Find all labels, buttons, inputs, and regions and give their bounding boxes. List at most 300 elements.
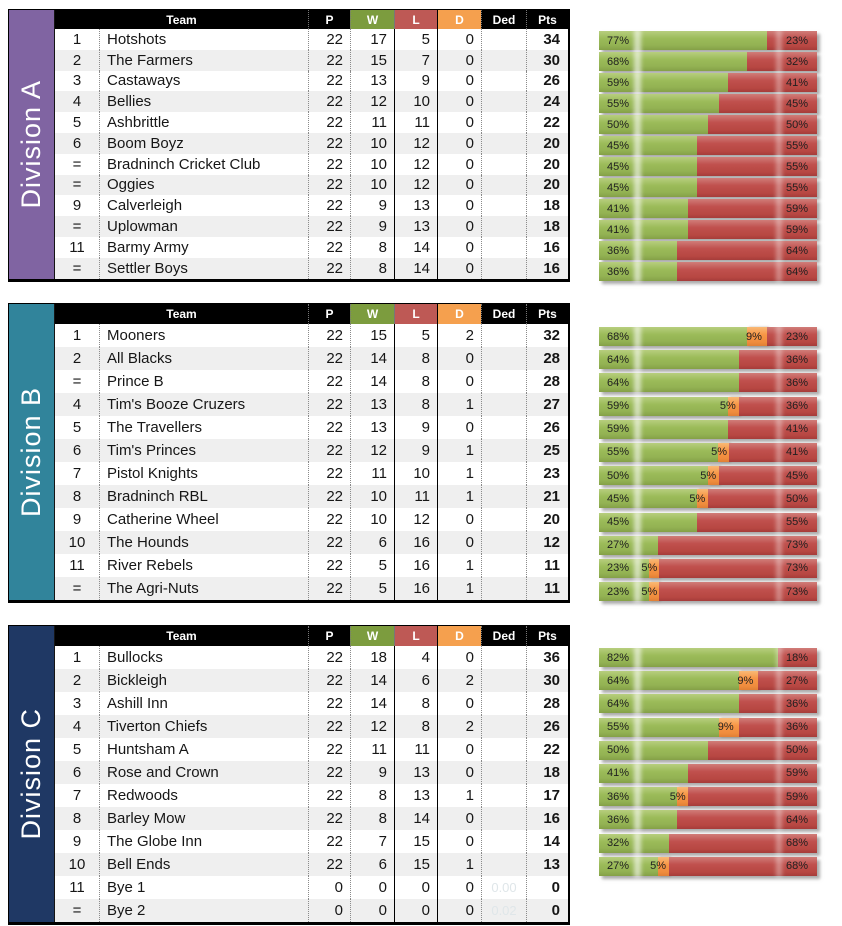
- cell-played: 22: [308, 154, 350, 175]
- cell-lost: 16: [394, 577, 438, 600]
- cell-won: 6: [350, 531, 394, 554]
- cell-position: 11: [69, 557, 85, 574]
- cell-won: 12: [350, 715, 394, 738]
- cell-points: 22: [526, 112, 568, 133]
- bar-label-loss: 45%: [786, 466, 808, 485]
- chart-bar: [599, 157, 817, 176]
- cell-position: 4: [72, 93, 82, 111]
- cell-deductions: [481, 577, 526, 600]
- bar-label-loss: 41%: [786, 443, 808, 462]
- table-row: [55, 50, 568, 71]
- bar-label-loss: 68%: [786, 834, 808, 853]
- cell-points: 16: [526, 258, 568, 279]
- cell-points: 18: [526, 216, 568, 237]
- bar-label-win: 64%: [607, 671, 629, 690]
- cell-deductions: [481, 485, 526, 508]
- bar-label-loss: 36%: [786, 350, 808, 369]
- bar-label-win: 45%: [607, 136, 629, 155]
- chart-bar: [599, 536, 817, 555]
- bar-label-draw: 5%: [669, 790, 686, 803]
- cell-deductions: [481, 738, 526, 761]
- bar-label-win: 50%: [607, 115, 629, 134]
- bar-label-win: 36%: [607, 810, 629, 829]
- chart-bar: [599, 373, 817, 392]
- cell-deductions: 0.00: [481, 876, 526, 899]
- bar-label-win: 50%: [607, 466, 629, 485]
- cell-played: 22: [308, 692, 350, 715]
- cell-drawn: 0: [465, 197, 474, 215]
- cell-played: 22: [308, 807, 350, 830]
- winloss-chart-b: [599, 327, 821, 605]
- cell-position: 1: [72, 30, 82, 48]
- cell-won: 11: [350, 462, 394, 485]
- bar-label-win: 55%: [607, 94, 629, 113]
- header-cell-l: L: [394, 10, 438, 29]
- chart-bar: [599, 764, 817, 783]
- table-row: [55, 462, 568, 485]
- chart-bar: [599, 648, 817, 667]
- cell-points: 24: [526, 91, 568, 112]
- chart-bar: [599, 327, 817, 346]
- bar-label-loss: 59%: [786, 787, 808, 806]
- cell-deductions: [481, 347, 526, 370]
- bar-label-win: 77%: [607, 31, 629, 50]
- cell-lost: 12: [394, 133, 438, 154]
- cell-team-name: Barley Mow: [99, 807, 308, 830]
- cell-played: 22: [308, 853, 350, 876]
- bar-label-win: 27%: [607, 536, 629, 555]
- cell-lost: 8: [394, 715, 438, 738]
- bar-label-win: 45%: [607, 513, 629, 532]
- cell-lost: 10: [394, 462, 438, 485]
- cell-position: 11: [69, 238, 85, 256]
- cell-drawn: 0: [465, 695, 474, 712]
- bar-label-draw: 9%: [746, 330, 762, 343]
- bar-label-loss: 36%: [786, 694, 808, 713]
- cell-position: 9: [72, 833, 82, 850]
- cell-lost: 8: [394, 692, 438, 715]
- cell-played: 0: [308, 899, 350, 922]
- cell-team-name: Bell Ends: [99, 853, 308, 876]
- table-row: [55, 416, 568, 439]
- division-c-table: [55, 626, 568, 922]
- cell-played: 22: [308, 830, 350, 853]
- cell-lost: 9: [394, 71, 438, 92]
- chart-bar: [599, 94, 817, 113]
- cell-position: 1: [72, 649, 82, 666]
- bar-label-loss: 27%: [786, 671, 808, 690]
- cell-deductions: [481, 175, 526, 196]
- bar-label-win: 55%: [607, 443, 629, 462]
- cell-played: 22: [308, 715, 350, 738]
- bar-label-draw: 5%: [711, 446, 728, 459]
- bar-label-win: 45%: [607, 489, 629, 508]
- cell-position: 6: [72, 134, 82, 152]
- cell-position: 7: [72, 787, 82, 804]
- cell-lost: 9: [394, 439, 438, 462]
- bar-label-win: 23%: [607, 559, 629, 578]
- cell-team-name: Prince B: [99, 370, 308, 393]
- cell-drawn: 0: [465, 810, 474, 827]
- cell-lost: 8: [394, 347, 438, 370]
- table-row: [55, 71, 568, 92]
- bar-label-loss: 64%: [786, 810, 808, 829]
- cell-won: 12: [350, 91, 394, 112]
- cell-position: 2: [72, 350, 82, 367]
- cell-won: 10: [350, 154, 394, 175]
- cell-played: 22: [308, 347, 350, 370]
- cell-lost: 11: [394, 112, 438, 133]
- chart-bar: [599, 350, 817, 369]
- cell-drawn: 0: [465, 741, 474, 758]
- table-row: [55, 258, 568, 279]
- bar-label-loss: 36%: [786, 718, 808, 737]
- cell-team-name: The Globe Inn: [99, 830, 308, 853]
- cell-played: 22: [308, 50, 350, 71]
- bar-label-loss: 73%: [786, 559, 808, 578]
- cell-won: 18: [350, 646, 394, 669]
- chart-bar: [599, 178, 817, 197]
- cell-deductions: [481, 216, 526, 237]
- cell-drawn: 0: [465, 134, 474, 152]
- cell-played: 22: [308, 29, 350, 50]
- chart-bar: [599, 115, 817, 134]
- table-row: [55, 646, 568, 669]
- bar-label-loss: 73%: [786, 582, 808, 601]
- header-cell-w: W: [350, 304, 394, 324]
- cell-position: 2: [72, 51, 82, 69]
- cell-drawn: 0: [465, 218, 474, 236]
- cell-won: 11: [350, 112, 394, 133]
- chart-bar: [599, 559, 817, 578]
- cell-won: 10: [350, 485, 394, 508]
- table-row: [55, 216, 568, 237]
- cell-position: =: [72, 176, 82, 194]
- bar-label-loss: 55%: [786, 178, 808, 197]
- chart-bar: [599, 466, 817, 485]
- cell-team-name: Castaways: [99, 71, 308, 92]
- bar-label-win: 68%: [607, 52, 629, 71]
- division-a-title: Division A: [16, 80, 46, 209]
- cell-played: 22: [308, 784, 350, 807]
- header-cell-w: W: [350, 626, 394, 646]
- chart-bar: [599, 220, 817, 239]
- cell-deductions: [481, 853, 526, 876]
- cell-points: 30: [526, 50, 568, 71]
- cell-team-name: Settler Boys: [99, 258, 308, 279]
- cell-position: 6: [72, 442, 82, 459]
- bar-label-loss: 50%: [786, 115, 808, 134]
- cell-won: 13: [350, 416, 394, 439]
- cell-points: 23: [526, 462, 568, 485]
- bar-label-loss: 59%: [786, 220, 808, 239]
- table-row: [55, 347, 568, 370]
- cell-position: 4: [72, 718, 82, 735]
- cell-position: 11: [69, 879, 85, 896]
- table-row: [55, 577, 568, 600]
- bar-label-draw: 5%: [719, 400, 736, 413]
- cell-drawn: 1: [465, 465, 474, 482]
- bar-label-loss: 55%: [786, 513, 808, 532]
- chart-bar: [599, 199, 817, 218]
- cell-deductions: [481, 91, 526, 112]
- table-row: [55, 692, 568, 715]
- cell-points: 20: [526, 133, 568, 154]
- cell-deductions: [481, 784, 526, 807]
- cell-team-name: Tim's Booze Cruzers: [99, 393, 308, 416]
- chart-bar: [599, 694, 817, 713]
- cell-drawn: 0: [465, 93, 474, 111]
- cell-deductions: [481, 761, 526, 784]
- bar-label-loss: 23%: [786, 327, 808, 346]
- cell-played: 22: [308, 462, 350, 485]
- bar-label-loss: 50%: [786, 741, 808, 760]
- cell-position: =: [72, 218, 82, 236]
- cell-drawn: 0: [465, 902, 474, 919]
- table-row: [55, 738, 568, 761]
- division-section-a: [8, 9, 570, 282]
- cell-points: 28: [526, 370, 568, 393]
- bar-label-loss: 18%: [786, 648, 808, 667]
- bar-label-loss: 64%: [786, 262, 808, 281]
- cell-position: 5: [72, 419, 82, 436]
- cell-drawn: 0: [465, 764, 474, 781]
- cell-team-name: Barmy Army: [99, 237, 308, 258]
- cell-drawn: 1: [465, 787, 474, 804]
- cell-points: 30: [526, 669, 568, 692]
- chart-bar: [599, 73, 817, 92]
- cell-won: 5: [350, 577, 394, 600]
- cell-played: 22: [308, 370, 350, 393]
- cell-position: 4: [72, 396, 82, 413]
- cell-won: 10: [350, 133, 394, 154]
- header-cell-team: Team: [166, 629, 197, 643]
- cell-played: 22: [308, 91, 350, 112]
- cell-deductions: [481, 237, 526, 258]
- cell-won: 8: [350, 258, 394, 279]
- bar-label-win: 36%: [607, 787, 629, 806]
- table-row: [55, 91, 568, 112]
- division-a-label-band: [9, 10, 55, 279]
- cell-won: 10: [350, 508, 394, 531]
- table-row: [55, 784, 568, 807]
- bar-label-loss: 45%: [786, 94, 808, 113]
- cell-lost: 14: [394, 237, 438, 258]
- chart-bar: [599, 420, 817, 439]
- cell-lost: 13: [394, 216, 438, 237]
- cell-played: 22: [308, 761, 350, 784]
- cell-lost: 0: [394, 899, 438, 922]
- cell-deductions: [481, 715, 526, 738]
- cell-drawn: 2: [465, 327, 474, 344]
- cell-drawn: 1: [465, 488, 474, 505]
- cell-lost: 16: [394, 531, 438, 554]
- chart-bar: [599, 787, 817, 806]
- table-row: [55, 531, 568, 554]
- cell-won: 17: [350, 29, 394, 50]
- cell-played: 22: [308, 175, 350, 196]
- bar-label-win: 32%: [607, 834, 629, 853]
- cell-team-name: Ashbrittle: [99, 112, 308, 133]
- bar-label-win: 45%: [607, 157, 629, 176]
- cell-won: 8: [350, 784, 394, 807]
- bar-label-loss: 59%: [786, 199, 808, 218]
- cell-deductions: [481, 439, 526, 462]
- bar-label-win: 64%: [607, 694, 629, 713]
- cell-team-name: Huntsham A: [99, 738, 308, 761]
- cell-lost: 12: [394, 154, 438, 175]
- cell-won: 9: [350, 761, 394, 784]
- cell-lost: 11: [394, 485, 438, 508]
- cell-drawn: 2: [465, 672, 474, 689]
- cell-drawn: 0: [465, 350, 474, 367]
- bar-label-win: 59%: [607, 420, 629, 439]
- cell-team-name: Hotshots: [99, 29, 308, 50]
- cell-drawn: 0: [465, 176, 474, 194]
- cell-team-name: Oggies: [99, 175, 308, 196]
- winloss-chart-a: [599, 31, 821, 283]
- cell-won: 12: [350, 439, 394, 462]
- cell-won: 15: [350, 50, 394, 71]
- bar-label-win: 27%: [607, 857, 629, 876]
- cell-lost: 12: [394, 175, 438, 196]
- cell-team-name: Bickleigh: [99, 669, 308, 692]
- cell-lost: 10: [394, 91, 438, 112]
- bar-label-win: 59%: [607, 397, 629, 416]
- cell-drawn: 0: [465, 72, 474, 90]
- cell-deductions: [481, 133, 526, 154]
- cell-played: 22: [308, 738, 350, 761]
- cell-won: 5: [350, 554, 394, 577]
- chart-bar: [599, 582, 817, 601]
- chart-bar: [599, 718, 817, 737]
- cell-lost: 13: [394, 784, 438, 807]
- header-cell-p: P: [308, 304, 350, 324]
- cell-deductions: [481, 71, 526, 92]
- bar-label-draw: 5%: [700, 469, 717, 482]
- cell-team-name: All Blacks: [99, 347, 308, 370]
- cell-won: 0: [350, 899, 394, 922]
- cell-points: 20: [526, 508, 568, 531]
- cell-drawn: 0: [465, 51, 474, 69]
- cell-deductions: [481, 370, 526, 393]
- cell-won: 14: [350, 347, 394, 370]
- cell-team-name: Calverleigh: [99, 195, 308, 216]
- cell-played: 22: [308, 439, 350, 462]
- cell-deductions: 0.02: [481, 899, 526, 922]
- division-section-b: [8, 303, 570, 603]
- cell-team-name: Redwoods: [99, 784, 308, 807]
- cell-won: 0: [350, 876, 394, 899]
- cell-won: 14: [350, 669, 394, 692]
- chart-bar: [599, 857, 817, 876]
- bar-label-loss: 55%: [786, 157, 808, 176]
- cell-won: 9: [350, 216, 394, 237]
- bar-label-draw: 5%: [641, 562, 658, 575]
- bar-label-loss: 73%: [786, 536, 808, 555]
- header-cell-w: W: [350, 10, 394, 29]
- bar-label-loss: 50%: [786, 489, 808, 508]
- cell-team-name: The Agri-Nuts: [99, 577, 308, 600]
- bar-label-win: 36%: [607, 241, 629, 260]
- cell-points: 36: [526, 646, 568, 669]
- cell-played: 22: [308, 416, 350, 439]
- cell-drawn: 0: [465, 30, 474, 48]
- cell-won: 13: [350, 393, 394, 416]
- cell-played: 22: [308, 669, 350, 692]
- cell-lost: 6: [394, 669, 438, 692]
- cell-team-name: The Hounds: [99, 531, 308, 554]
- cell-drawn: 0: [465, 373, 474, 390]
- cell-played: 22: [308, 577, 350, 600]
- cell-deductions: [481, 554, 526, 577]
- bar-label-draw: 5%: [641, 585, 658, 598]
- cell-position: 6: [72, 764, 82, 781]
- cell-played: 22: [308, 485, 350, 508]
- cell-position: 1: [72, 327, 82, 344]
- cell-team-name: The Travellers: [99, 416, 308, 439]
- header-cell-pts: Pts: [526, 304, 568, 324]
- cell-won: 10: [350, 175, 394, 196]
- cell-points: 22: [526, 738, 568, 761]
- cell-deductions: [481, 531, 526, 554]
- cell-deductions: [481, 669, 526, 692]
- table-row: [55, 830, 568, 853]
- table-row: [55, 554, 568, 577]
- division-b-label-band: [9, 304, 55, 600]
- cell-team-name: The Farmers: [99, 50, 308, 71]
- cell-drawn: 1: [465, 442, 474, 459]
- cell-points: 25: [526, 439, 568, 462]
- table-row: [55, 853, 568, 876]
- cell-lost: 5: [394, 29, 438, 50]
- bar-label-loss: 55%: [786, 136, 808, 155]
- cell-won: 9: [350, 195, 394, 216]
- table-row: [55, 154, 568, 175]
- cell-deductions: [481, 646, 526, 669]
- bar-label-win: 64%: [607, 350, 629, 369]
- chart-bar: [599, 671, 817, 690]
- bar-label-win: 82%: [607, 648, 629, 667]
- cell-drawn: 1: [465, 856, 474, 873]
- bar-label-loss: 59%: [786, 764, 808, 783]
- cell-played: 22: [308, 531, 350, 554]
- chart-bar: [599, 262, 817, 281]
- cell-drawn: 1: [465, 580, 474, 597]
- cell-points: 0: [526, 876, 568, 899]
- cell-played: 22: [308, 393, 350, 416]
- cell-position: 10: [68, 856, 86, 873]
- bar-label-draw: 5%: [650, 860, 667, 873]
- cell-deductions: [481, 112, 526, 133]
- cell-drawn: 0: [465, 649, 474, 666]
- cell-deductions: [481, 195, 526, 216]
- bar-label-win: 41%: [607, 220, 629, 239]
- cell-drawn: 0: [465, 259, 474, 277]
- cell-position: 5: [72, 114, 82, 132]
- chart-bar: [599, 136, 817, 155]
- table-row: [55, 876, 568, 899]
- cell-position: 8: [72, 488, 82, 505]
- cell-lost: 13: [394, 195, 438, 216]
- cell-played: 22: [308, 237, 350, 258]
- bar-label-loss: 36%: [786, 397, 808, 416]
- cell-team-name: Pistol Knights: [99, 462, 308, 485]
- cell-drawn: 0: [465, 879, 474, 896]
- chart-bar: [599, 834, 817, 853]
- cell-won: 7: [350, 830, 394, 853]
- cell-points: 21: [526, 485, 568, 508]
